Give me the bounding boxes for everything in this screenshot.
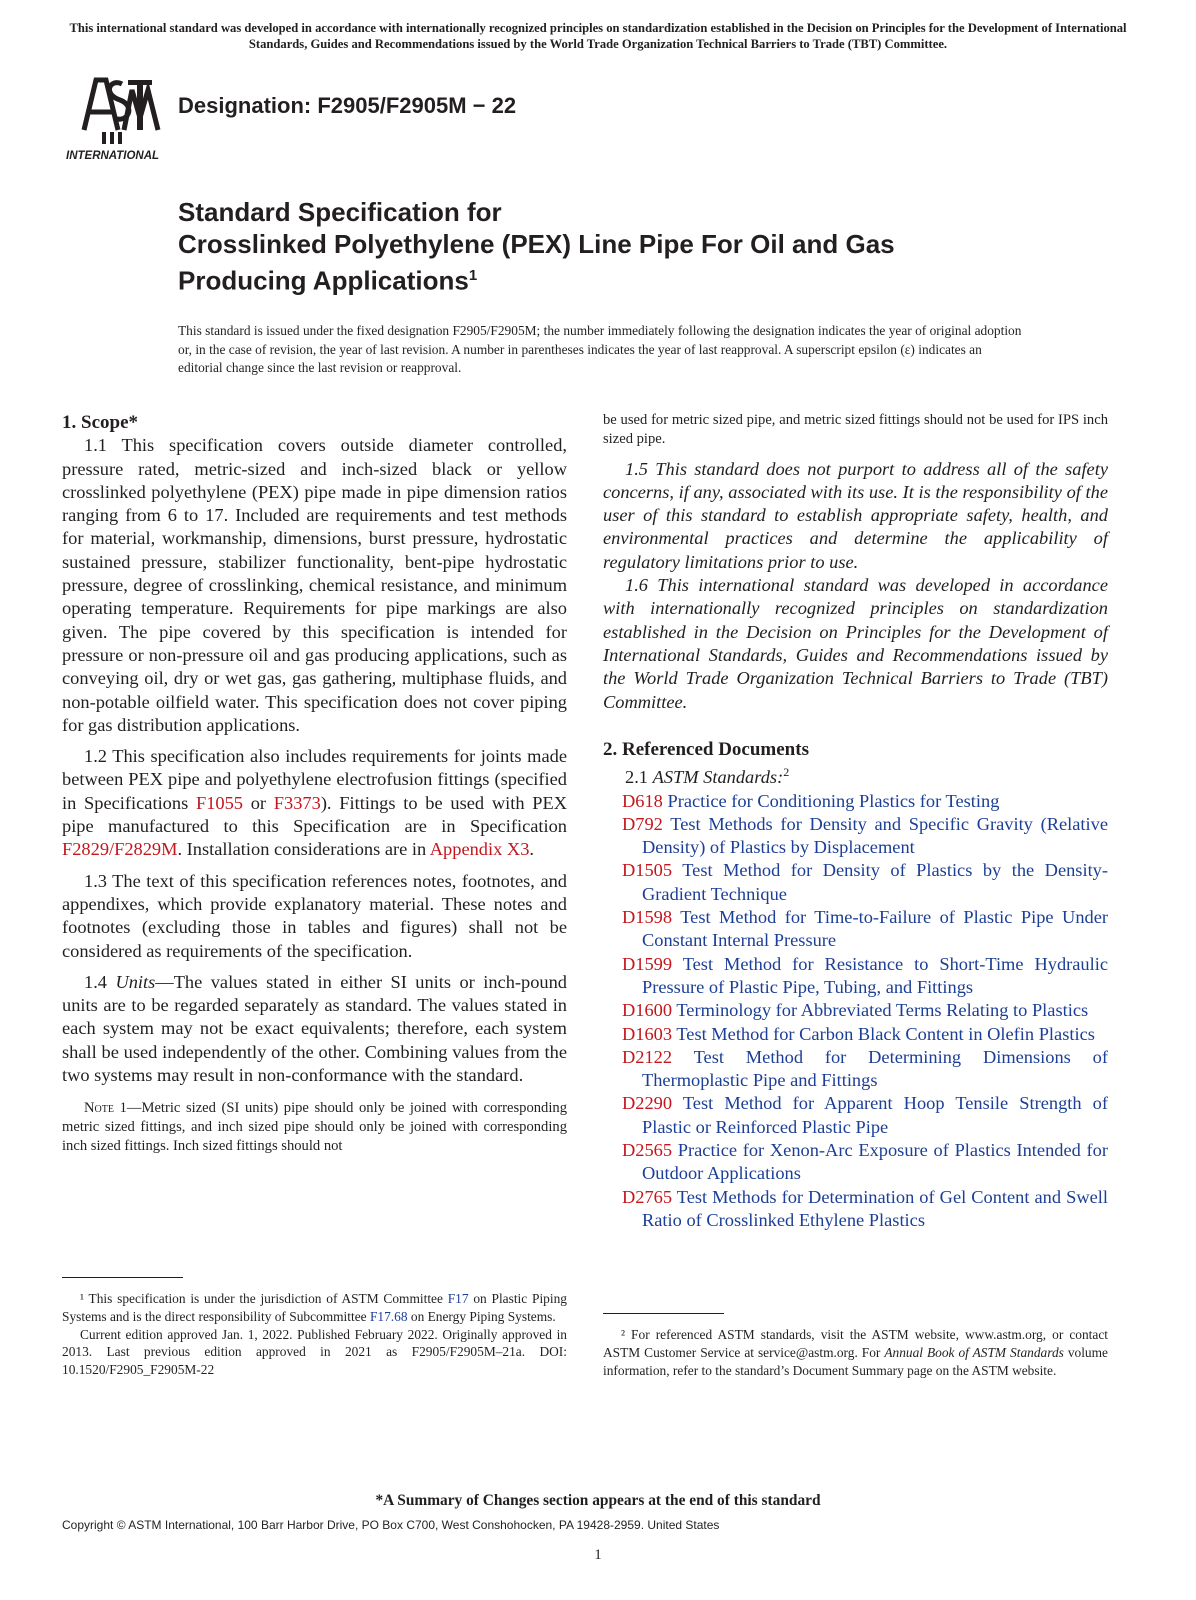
footnote-rule-left	[62, 1277, 183, 1278]
title-line-1: Standard Specification for	[178, 197, 502, 227]
reference-code-link[interactable]: D2565	[622, 1140, 673, 1161]
reference-title-link[interactable]: Test Method for Determining Dimensions of Thermoplastic Pipe and Fittings	[642, 1046, 1108, 1091]
logo-wordmark: INTERNATIONAL	[66, 150, 160, 162]
reference-title-link[interactable]: Test Method for Apparent Hoop Tensile Strength of Plastic or Reinforced Plastic Pipe	[642, 1093, 1109, 1137]
reference-code-link[interactable]: D2765	[622, 1186, 673, 1207]
para-1-6: 1.6 This international standard was developed in accordance with internationally recognized principles on standardization established in the Decision on Principles for the Development of International Standards, Guides and Recommendations issued by the World Trade Organization Technical Barriers to Trade (TBT) Committee.	[603, 575, 1108, 712]
reference-item	[603, 790, 1108, 813]
para-1-2-text-a: 1.2 This specification also includes requirements for joints made between PEX pipe and polyethylene electrofusion fittings (specified in Specifications	[62, 746, 567, 813]
para-1-2-text-e: .	[529, 839, 534, 860]
para-1-4	[62, 971, 567, 1087]
copyright-line: Copyright © ASTM International, 100 Barr Harbor Drive, PO Box C700, West Conshohocken, PA 19428-2959. United States	[62, 1518, 720, 1532]
footnote-2-text-a: ² For referenced ASTM standards, visit the ASTM website, www.astm.org, or contact ASTM Customer Service at service@astm.org. For	[603, 1327, 1108, 1360]
reference-code-link[interactable]: D1599	[622, 953, 673, 974]
left-column	[62, 411, 567, 1156]
reference-item	[603, 859, 1108, 906]
reference-item	[603, 953, 1108, 1000]
reference-item	[603, 1139, 1108, 1186]
footnote-2	[603, 1326, 1108, 1379]
reference-title-link[interactable]: Test Method for Time-to-Failure of Plastic Pipe Under Constant Internal Pressure	[642, 907, 1108, 951]
link-appendix-x3[interactable]: Appendix X3	[429, 839, 530, 860]
para-1-4-text: —The values stated in either SI units or inch-pound units are to be regarded separately as standard. The values stated in each system may not be exact equivalents; therefore, each system shall be used independently of the other. Combining values from the two systems may result in non-conformance with the standard.	[62, 971, 568, 1086]
reference-title-link[interactable]: Test Method for Resistance to Short-Time Hydraulic Pressure of Plastic Pipe, Tubing, and Fittings	[642, 953, 1109, 997]
reference-title-link[interactable]: Test Methods for Determination of Gel Content and Swell Ratio of Crosslinked Ethylene Plastics	[642, 1186, 1108, 1230]
reference-title-link[interactable]: Test Methods for Density and Specific Gravity (Relative Density) of Plastics by Displacement	[642, 813, 1108, 858]
designation: Designation: F2905/F2905M − 22	[178, 93, 517, 118]
reference-title-link[interactable]: Test Method for Density of Plastics by the Density-Gradient Technique	[642, 860, 1109, 904]
astm-standards-text: ASTM Standards:	[652, 767, 784, 788]
link-f1055[interactable]: F1055	[195, 792, 243, 813]
para-1-4-num: 1.4	[84, 971, 116, 992]
reference-code-link[interactable]: D1603	[622, 1023, 673, 1044]
reference-code-link[interactable]: D2122	[622, 1046, 673, 1067]
reference-code-link[interactable]: D792	[622, 813, 663, 834]
footnote-1	[62, 1290, 567, 1379]
reference-item	[603, 1023, 1108, 1046]
para-1-2-text-c: ). Fittings to be used with PEX pipe manufactured to this Specification are in Specification	[62, 792, 567, 837]
reference-title-link[interactable]: Test Method for Carbon Black Content in Olefin Plastics	[676, 1023, 1095, 1044]
reference-code-link[interactable]: D1505	[622, 860, 673, 881]
reference-title-link[interactable]: Terminology for Abbreviated Terms Relating to Plastics	[676, 1000, 1089, 1021]
note-1-continued: be used for metric sized pipe, and metric sized fittings should not be used for IPS inch sized pipe.	[603, 412, 1108, 447]
page-title	[178, 196, 895, 297]
reference-title-link[interactable]: Practice for Conditioning Plastics for Testing	[667, 790, 1000, 811]
footnote-1-text-c: on Energy Piping Systems.	[407, 1308, 556, 1324]
astm-standards-num: 2.1	[625, 767, 653, 788]
footnote-1-text-a: ¹ This specification is under the jurisdiction of ASTM Committee	[80, 1291, 448, 1306]
reference-code-link[interactable]: D1598	[622, 907, 673, 928]
footnote-2-italic: Annual Book of ASTM Standards	[884, 1344, 1064, 1360]
para-1-2-text-d: . Installation considerations are in	[177, 839, 430, 860]
issued-note: This standard is issued under the fixed designation F2905/F2905M; the number immediately following the designation indicates the year of original adoption or, in the case of revision, the year of last revision. A number in parentheses indicates the year of last reapproval. A superscript epsilon (ε) indicates an editorial change since the last revision or reapproval.	[178, 323, 1022, 376]
reference-item	[603, 1046, 1108, 1093]
reference-title-link[interactable]: Practice for Xenon-Arc Exposure of Plastics Intended for Outdoor Applications	[642, 1140, 1108, 1184]
astm-logo-icon	[62, 72, 170, 164]
reference-item	[603, 1092, 1108, 1139]
note-1	[62, 1099, 567, 1155]
right-column	[603, 411, 1108, 1232]
reference-item	[603, 999, 1108, 1022]
para-1-4-units: Units	[115, 971, 156, 992]
para-1-3: 1.3 The text of this specification references notes, footnotes, and appendixes, which provide explanatory material. These notes and footnotes (excluding those in tables and figures) shall not be considered as requirements of the specification.	[62, 870, 567, 961]
reference-item	[603, 1186, 1108, 1233]
summary-of-changes-note: *A Summary of Changes section appears at the end of this standard	[375, 1492, 821, 1509]
title-footnote-ref: 1	[468, 267, 478, 284]
reference-code-link[interactable]: D618	[622, 790, 663, 811]
para-1-5: 1.5 This standard does not purport to address all of the safety concerns, if any, associated with its use. It is the responsibility of the user of this standard to establish appropriate safety, health, and environmental practices and determine the applicability of regulatory limitations prior to use.	[603, 458, 1108, 572]
title-line-3-text: Producing Applications	[178, 265, 469, 296]
astm-standards-footnote-ref: 2	[783, 765, 790, 780]
para-1-1: 1.1 This specification covers outside diameter controlled, pressure rated, metric-sized and inch-sized black or yellow crosslinked polyethylene (PEX) pipe made in pipe dimension ratios ranging from 6 to 17. Included are requirements and test methods for material, workmanship, dimensions, burst pressure, hydrostatic sustained pressure, stabilizer functionality, bent-pipe hydrostatic pressure, degree of crosslinking, chemical resistance, and minimum operating temperature. Requirements for pipe markings are also given. The pipe covered by this specification is intended for pressure or non-pressure oil and gas producing applications, such as conveying oil, dry or wet gas, gas gathering, multiphase fluids, and non-potable oilfield water. This specification does not cover piping for gas distribution applications.	[62, 435, 567, 735]
note-1-label: Note 1	[84, 1100, 127, 1117]
para-1-2	[62, 745, 567, 861]
footnote-1-text-b: on Plastic Piping Systems and is the direct responsibility of Subcommittee	[62, 1291, 567, 1324]
astm-standards-label	[603, 761, 1108, 789]
reference-list	[603, 790, 1108, 1233]
scope-heading: 1. Scope*	[62, 412, 138, 433]
referenced-docs-heading: 2. Referenced Documents	[603, 738, 809, 760]
reference-item	[603, 813, 1108, 860]
reference-code-link[interactable]: D2290	[622, 1093, 673, 1114]
top-notice: This international standard was developed in accordance with internationally recognized principles on standardization established in the Decision on Principles for the Development of International Standards, Guides and Recommendations issued by the World Trade Organization Technical Barriers to Trade (TBT) Committee.	[69, 21, 1127, 51]
footnote-1-para-1	[62, 1290, 567, 1326]
footnote-1-para-2: Current edition approved Jan. 1, 2022. Published February 2022. Originally approved in 2013. Last previous edition approved in 2021 as F2905/F2905M–21a. DOI: 10.1520/F2905_F2905M-22	[62, 1326, 567, 1378]
reference-item	[603, 906, 1108, 953]
link-f2829[interactable]: F2829/F2829M	[62, 839, 178, 860]
link-f17[interactable]: F17	[447, 1291, 469, 1306]
note-1-text: —Metric sized (SI units) pipe should only be joined with corresponding metric sized fittings, and inch sized pipe should only be joined with corresponding inch sized fittings. Inch sized fittings should not	[62, 1100, 567, 1154]
title-line-3	[178, 260, 895, 297]
footnote-2-text-b: volume information, refer to the standard’s Document Summary page on the ASTM website.	[603, 1344, 1108, 1378]
title-line-2: Crosslinked Polyethylene (PEX) Line Pipe For Oil and Gas	[178, 229, 895, 259]
page-number: 1	[594, 1547, 602, 1563]
link-f17-68[interactable]: F17.68	[369, 1308, 408, 1324]
footnote-rule-right	[603, 1313, 724, 1314]
link-f3373[interactable]: F3373	[273, 792, 321, 813]
para-1-2-text-b: or	[242, 792, 274, 813]
astm-logo	[62, 72, 170, 164]
reference-code-link[interactable]: D1600	[622, 1000, 673, 1021]
